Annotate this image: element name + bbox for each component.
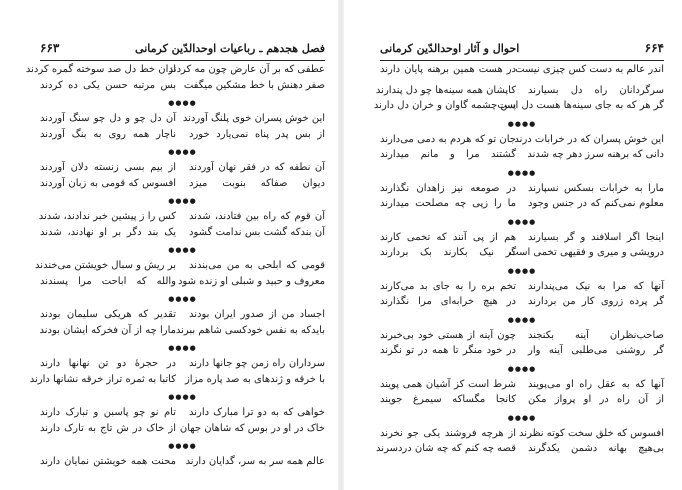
- right-running-head: احوال و آثار اوحدالدّین کرمانی: [380, 41, 520, 55]
- hemistich: در صومعه نیز زاهدان نگذارند: [380, 182, 516, 194]
- hemistich: تام نو چو پاسبن و تبارک دارند: [40, 407, 176, 418]
- hemistich: بایدکه به نفس خودکسی شاهم ببرند: [175, 324, 325, 336]
- hemistich: دیوان صفاکه بنوبت میزد: [189, 177, 325, 189]
- left-running-head: فصل هجدهم ـ رباعیات اوحدالدّین کرمانی: [135, 41, 325, 55]
- right-page: [346, 0, 682, 490]
- verse-line: [380, 328, 664, 344]
- hemistich: چون آینه از هستی خود بی‌خبرند: [380, 329, 516, 341]
- hemistich: از خاک در ش تاج به تارک دارند: [40, 422, 176, 434]
- stanza-separator: ●●●●: [168, 344, 197, 352]
- hemistich: در هیچ خرابه‌ای مرا نگذارند: [380, 296, 516, 307]
- stanza-separator: ●●●●: [168, 246, 197, 254]
- quatrain: [40, 209, 325, 240]
- quatrain: [25, 62, 325, 93]
- stanza-separator: ●●●●: [168, 393, 197, 401]
- hemistich: گر پرده زروی کار من بردارند: [528, 296, 664, 307]
- hemistich: افسوس که قومی به زبان آوردند: [40, 177, 176, 189]
- quatrain: [380, 181, 664, 212]
- verse-line: [380, 62, 664, 78]
- hemistich: تخم بره را به جای بد می‌کارند: [380, 280, 516, 292]
- hemistich: معلوم نمی‌کنم که در جنس وجود: [528, 198, 664, 209]
- quatrain: [40, 111, 325, 142]
- hemistich: کانجا مگساکه سیمرغ جویند: [380, 394, 516, 405]
- hemistich: یک بند دگر بر او نهادند، شدند: [40, 226, 176, 238]
- hemistich: از بیم بسی زنسته دلان آوردند: [40, 162, 176, 173]
- hemistich: صاحب‌نظران آینه بکنجند: [528, 329, 664, 341]
- hemistich: هم از پی آنند که تخمی کارند: [380, 231, 516, 243]
- hemistich: عطفی که بر آن عارض چون مه کردند: [168, 64, 325, 75]
- verse-line: [40, 323, 325, 339]
- left-page: [0, 0, 336, 490]
- verse-line: [380, 230, 664, 246]
- left-page-poems: [25, 62, 325, 475]
- quatrain: [29, 356, 325, 387]
- hemistich: بی‌هیچ بهانه دشمن یکدگرند: [528, 443, 664, 454]
- book-gutter: [338, 0, 344, 490]
- hemistich: آنها که به عقل راه او می‌پویند: [528, 378, 664, 390]
- hemistich: آن بندکه گشت بس ندامت گشود: [189, 226, 325, 238]
- verse-line: [40, 176, 325, 192]
- hemistich: خواهی که به دو ترا مبارک دارند: [189, 407, 325, 418]
- verse-line: [40, 209, 325, 225]
- quatrain: [376, 426, 664, 457]
- verse-line: [40, 225, 325, 241]
- hemistich: این خوش پسران که در خرابات درند: [514, 133, 664, 145]
- left-page-header: [40, 36, 325, 61]
- verse-line: [35, 258, 325, 274]
- quatrain: [40, 160, 325, 191]
- verse-line: [40, 454, 325, 470]
- hemistich: اندر عالم به دست کس چیزی نیست: [515, 64, 664, 75]
- hemistich: از بس پدر پناه نمی‌یارد خورد: [189, 128, 325, 140]
- quatrain: [40, 307, 325, 338]
- right-page-header: [380, 36, 664, 61]
- verse-line: [25, 62, 325, 78]
- hemistich: دانی که برهنه سرز دهر چه شدند: [527, 149, 664, 160]
- hemistich: سرگردانان راه دل بسیارند: [528, 84, 664, 96]
- hemistich: مارا چه از آن فخرکه ایشان بودند: [39, 324, 176, 336]
- hemistich: اجساد من از صدور ایران بودند: [189, 309, 325, 320]
- quatrain: [40, 405, 325, 436]
- hemistich: قومی که ابلحی به من می‌بندند: [189, 260, 325, 271]
- stanza-separator: ●●●●: [507, 168, 537, 177]
- verse-line: [380, 245, 664, 261]
- verse-line: [40, 307, 325, 323]
- hemistich: عالم همه سر به سر، گدایان دارند: [185, 456, 325, 467]
- hemistich: از هرچه فروشند یکی جو نخرند: [380, 427, 516, 439]
- hemistich: در هست همین برهنه پایان دارند: [380, 64, 516, 75]
- quatrain: [380, 132, 664, 163]
- stanza-separator: ●●●●: [168, 99, 197, 107]
- quatrain: [380, 230, 664, 261]
- verse-line: [40, 111, 325, 127]
- stanza-separator: ●●●●: [507, 364, 537, 373]
- stanza-separator: ●●●●: [507, 315, 537, 324]
- hemistich: ناچار همه روی به بنگ آوردند: [40, 128, 176, 140]
- hemistich: بر ریش و سبال خویشتن می‌خندند: [35, 260, 176, 271]
- hemistich: ما را زپی چه مصلحت میدارند: [380, 198, 516, 209]
- verse-line: [380, 279, 664, 295]
- verse-line: [29, 372, 325, 388]
- verse-line: [380, 181, 664, 197]
- verse-line: [380, 294, 664, 310]
- verse-line: [376, 441, 664, 457]
- stanza-separator: ●●●●: [507, 217, 537, 226]
- quatrain: [380, 62, 664, 78]
- verse-line: [380, 343, 664, 359]
- verse-line: [375, 83, 664, 99]
- verse-line: [40, 127, 325, 143]
- hemistich: این خوش پسران خوی پلنگ آوردند: [182, 113, 325, 124]
- hemistich: ازان خط دل صد سوخته گمره کردند: [25, 64, 176, 75]
- hemistich: مارا به خرابات بسکس نسپارند: [528, 182, 664, 194]
- verse-line: [380, 426, 664, 442]
- hemistich: از آن راه در او پرواز مکن: [528, 394, 664, 405]
- verse-line: [40, 274, 325, 290]
- hemistich: آن دل چو و دل چو سنگ آوردند: [40, 113, 176, 124]
- verse-line: [40, 78, 325, 94]
- stanza-separator: ●●●●: [168, 442, 197, 450]
- hemistich: خاک در او در بوس که شاهان جهان: [179, 422, 325, 434]
- hemistich: معروف و حبید و شبلی او زنده شود: [177, 275, 325, 287]
- stanza-separator: ●●●●: [507, 119, 537, 128]
- quatrain: [380, 328, 664, 359]
- verse-line: [380, 132, 664, 148]
- quatrain: [380, 377, 664, 408]
- hemistich: با خرقه و ژندهای به صد پاره مزاز: [184, 373, 325, 385]
- verse-line: [40, 356, 325, 372]
- hemistich: گشتند مرا و مانم میدارند: [380, 149, 516, 160]
- hemistich: صفر دهنش با خط مشکین میگفت: [183, 79, 325, 91]
- hemistich: والله که اباحت مرا پسندند: [40, 275, 176, 287]
- hemistich: جان تو که هردم به دمی می‌دارند: [380, 133, 516, 145]
- quatrain: [40, 454, 325, 470]
- left-page-number: ۶۶۳: [40, 41, 60, 55]
- hemistich: آن قوم که راه بین فتادند، شدند: [189, 211, 325, 222]
- right-page-number: ۶۶۴: [644, 41, 664, 55]
- hemistich: گر نیک بکارند بک بردارند: [380, 247, 516, 258]
- stanza-separator: ●●●●: [507, 413, 537, 422]
- hemistich: شرط است کز آشیان همی پویند: [380, 378, 516, 390]
- verse-line: [380, 377, 664, 393]
- hemistich: در حجرۀ دو تن نهانها دارند: [40, 358, 176, 369]
- hemistich: در خود منگر تا همه در تو نگرند: [380, 345, 516, 356]
- quatrain: [373, 83, 664, 114]
- hemistich: افسوس که خلق سخت کوته نظرند: [519, 427, 664, 439]
- hemistich: اینجا اگر اسلافند و گر بسیارند: [528, 231, 664, 243]
- hemistich: محنت همه خویشتن نمایان دارند: [40, 456, 176, 467]
- verse-line: [40, 405, 325, 421]
- right-page-poems: [373, 62, 664, 462]
- verse-line: [380, 392, 664, 408]
- hemistich: آنها که مرا به نیک می‌پندارند: [528, 280, 664, 292]
- hemistich: قصه چه کنم که چه شان دردسرند: [376, 443, 516, 454]
- stanza-separator: ●●●●: [168, 197, 197, 205]
- stanza-separator: ●●●●: [168, 295, 197, 303]
- hemistich: گر روشنی می‌طلبی آینه وار: [528, 345, 664, 356]
- hemistich: بس مرتبه حسن یکی ده کردند: [40, 79, 176, 91]
- hemistich: کاتبا به ثمره تراز خرقه نشانها دارند: [29, 373, 176, 385]
- verse-line: [40, 160, 325, 176]
- hemistich: کس را ز پیشین خبر ندادند، شدند: [38, 211, 176, 222]
- hemistich: تقدیر که هریکی سلیمان بودند: [40, 309, 176, 320]
- verse-line: [380, 196, 664, 212]
- stanza-separator: ●●●●: [507, 266, 537, 275]
- hemistich: کاپشان همه سینه‌ها چو دل پندارند: [375, 84, 516, 96]
- hemistich: درویشی و میری و فقیهی تخمی است: [509, 247, 664, 258]
- quatrain: [35, 258, 325, 289]
- hemistich: آن نطفه که در فقر نهان آوردند: [189, 162, 325, 173]
- hemistich: گر هر که به جای سینه‌ها هست دل است: [497, 100, 664, 111]
- quatrain: [380, 279, 664, 310]
- stanza-separator: ●●●●: [168, 148, 197, 156]
- hemistich: پس چشمه گاوان و خران دل دارند: [373, 100, 516, 111]
- verse-line: [373, 98, 664, 114]
- verse-line: [380, 147, 664, 163]
- verse-line: [40, 421, 325, 437]
- hemistich: سرداران راه زمن چو جانها دارند: [189, 358, 325, 369]
